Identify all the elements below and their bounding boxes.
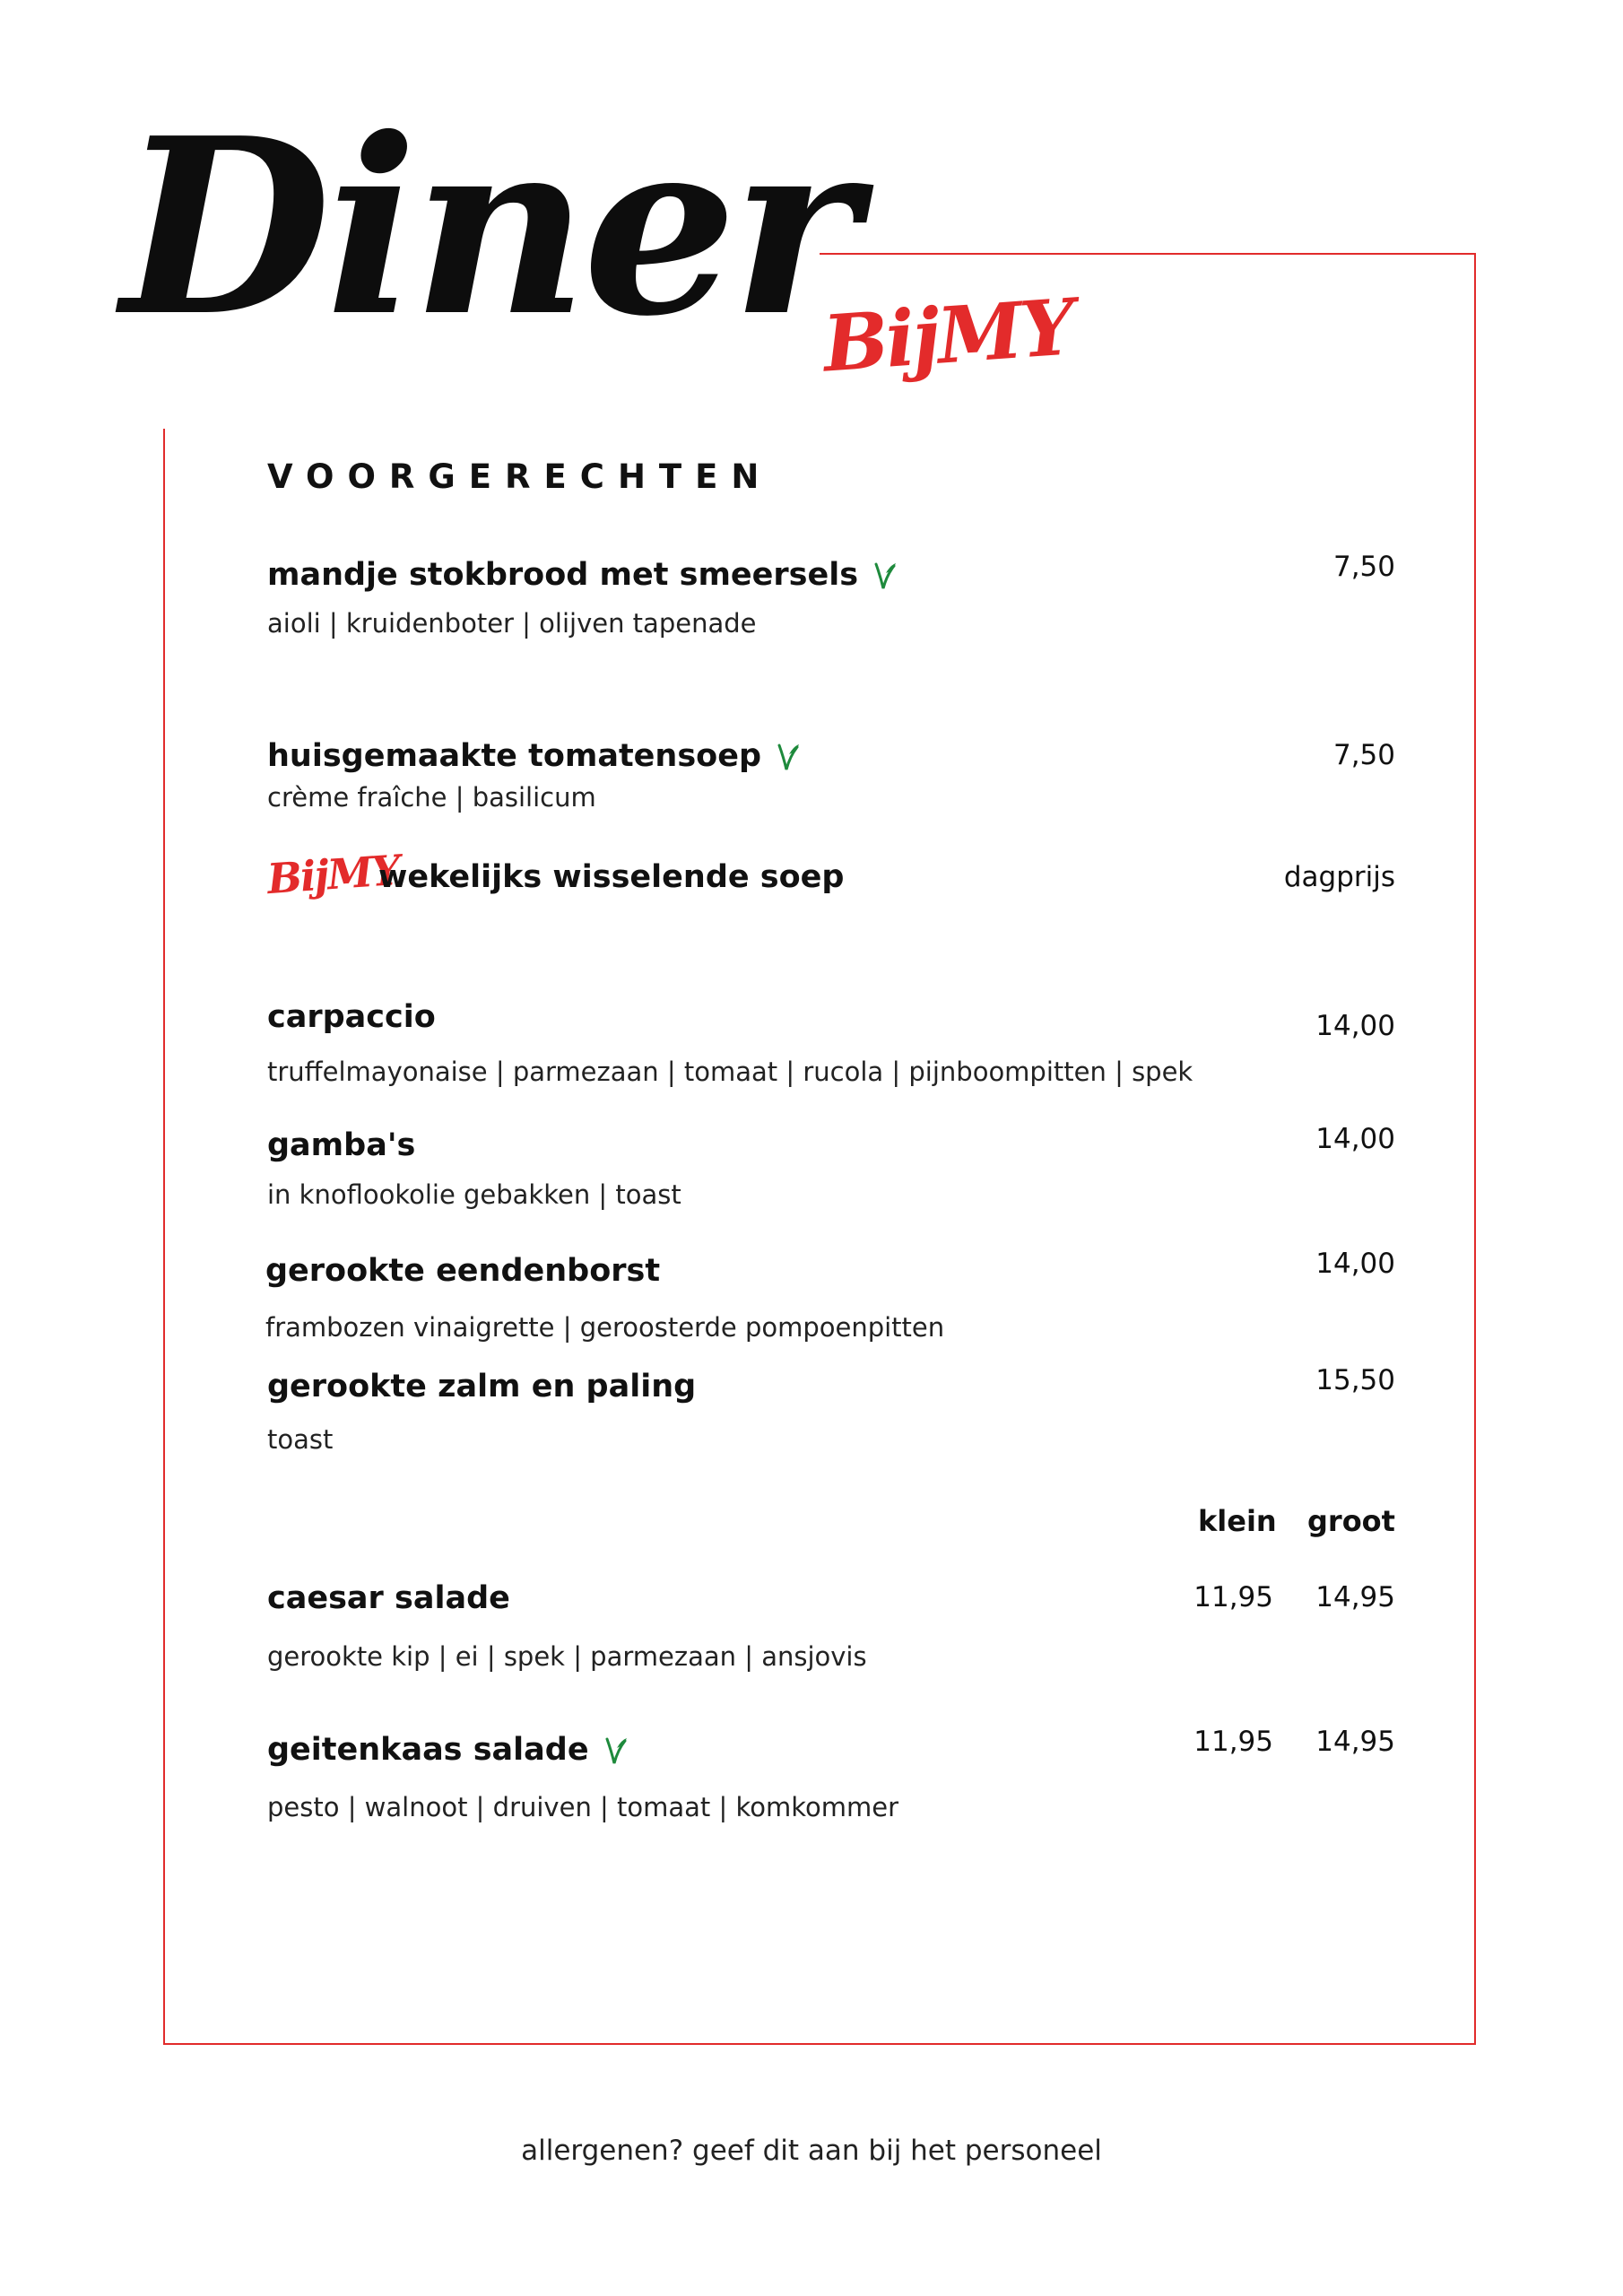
menu-item-name: huisgemaakte tomatensoep	[267, 737, 801, 775]
menu-item-description: crème fraîche | basilicum	[267, 782, 596, 813]
brand-logo: BijMY	[820, 282, 1076, 390]
menu-item-name: geitenkaas salade	[267, 1731, 629, 1769]
column-header-large: groot	[1307, 1504, 1395, 1538]
brand-logo-small: BijMY	[265, 845, 401, 904]
section-heading: VOORGERECHTEN	[267, 457, 773, 496]
menu-item-price-large: 14,95	[1315, 1726, 1395, 1758]
allergen-notice: allergenen? geef dit aan bij het personeel	[521, 2135, 1102, 2167]
menu-item-name: gerookte eendenborst	[265, 1253, 661, 1289]
menu-item-price: 15,50	[1315, 1364, 1395, 1396]
menu-item-price-small: 11,95	[1193, 1581, 1273, 1613]
frame-top-line	[820, 253, 1476, 255]
frame-left-line	[163, 429, 165, 2045]
column-header-small: klein	[1198, 1504, 1277, 1538]
menu-item-name: caesar salade	[267, 1580, 510, 1616]
menu-item-price-large: 14,95	[1315, 1581, 1395, 1613]
vegetarian-icon	[774, 742, 801, 772]
vegetarian-icon	[871, 561, 898, 591]
menu-item-price: 14,00	[1315, 1123, 1395, 1155]
menu-item-name: gamba's	[267, 1127, 416, 1163]
menu-item-name: gerookte zalm en paling	[267, 1369, 697, 1405]
menu-item-description: frambozen vinaigrette | geroosterde pompoenpitten	[265, 1312, 945, 1343]
menu-item-price: 14,00	[1315, 1010, 1395, 1042]
menu-item-description: pesto | walnoot | druiven | tomaat | komkommer	[267, 1792, 899, 1822]
menu-item-price: dagprijs	[1283, 861, 1395, 893]
menu-item-name: wekelijks wisselende soep	[378, 859, 845, 895]
menu-item-description: toast	[267, 1424, 334, 1455]
menu-item-name: carpaccio	[267, 999, 436, 1035]
frame-bottom-line	[163, 2043, 1476, 2045]
vegetarian-icon	[602, 1735, 629, 1766]
menu-item-description: truffelmayonaise | parmezaan | tomaat | rucola | pijnboompitten | spek	[267, 1057, 1193, 1087]
menu-item-name: mandje stokbrood met smeersels	[267, 556, 898, 594]
menu-item-description: gerookte kip | ei | spek | parmezaan | ansjovis	[267, 1641, 867, 1672]
menu-item-description: aioli | kruidenboter | olijven tapenade	[267, 608, 757, 639]
menu-title: Diner	[121, 84, 855, 370]
menu-item-price: 7,50	[1332, 551, 1395, 583]
menu-item-price: 7,50	[1332, 739, 1395, 771]
menu-item-price-small: 11,95	[1193, 1726, 1273, 1758]
frame-right-line	[1474, 253, 1476, 2045]
menu-item-price: 14,00	[1315, 1248, 1395, 1280]
menu-item-description: in knoflookolie gebakken | toast	[267, 1179, 681, 1210]
